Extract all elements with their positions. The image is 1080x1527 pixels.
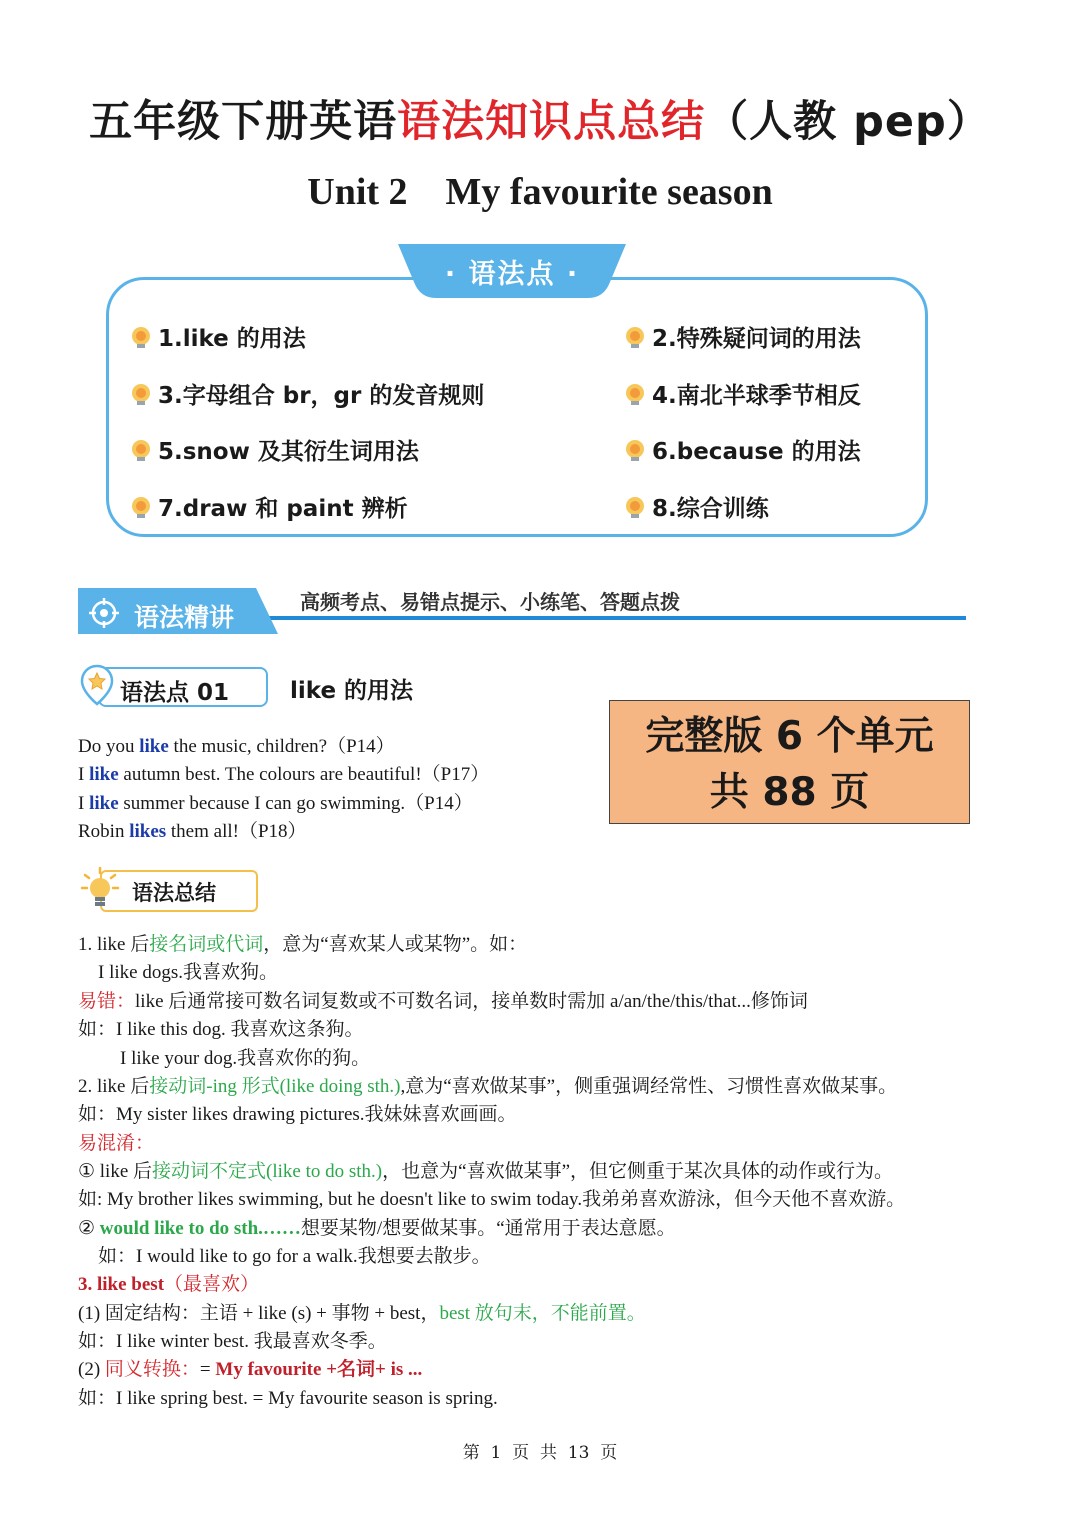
point-item-4: 4.南北半球季节相反 — [622, 377, 861, 410]
summary-line-10: 如: My brother likes swimming, but he doesn't like to swim today.我弟弟喜欢游泳，但今天他不喜欢游。 — [78, 1189, 906, 1210]
grammar-point-topic: like 的用法 — [290, 678, 414, 704]
summary-line-6: 2. like 后接动词-ing 形式(like doing sth.),意为“喜欢做某事”，侧重强调经常性、习惯性喜欢做某事。 — [78, 1076, 898, 1097]
promo-box — [609, 700, 970, 824]
bulb-icon — [128, 324, 154, 350]
summary-line-2: I like dogs.我喜欢狗。 — [98, 962, 278, 983]
summary-line-3: 易错：like 后通常接可数名词复数或不可数名词，接单数时需加 a/an/the/this/that...修饰词 — [78, 991, 808, 1012]
summary-line-9: ① like 后接动词不定式(like to do sth.)，也意为“喜欢做某事”，但它侧重于某次具体的动作或行为。 — [78, 1161, 894, 1182]
point-item-8: 8.综合训练 — [622, 490, 769, 523]
summary-line-12: 如：I would like to go for a walk.我想要去散步。 — [98, 1246, 491, 1267]
bulb-icon — [622, 324, 648, 350]
summary-label: 语法总结 — [132, 881, 216, 905]
unit-subtitle: Unit 2 My favourite season — [307, 171, 773, 213]
target-icon — [88, 597, 120, 629]
bulb-icon — [128, 437, 154, 463]
point-item-2: 2.特殊疑问词的用法 — [622, 320, 861, 353]
point-item-5: 5.snow 及其衍生词用法 — [128, 433, 419, 466]
bulb-icon — [622, 381, 648, 407]
summary-line-4: 如：I like this dog. 我喜欢这条狗。 — [78, 1019, 364, 1040]
grammar-point-label: 语法点 01 — [120, 680, 230, 706]
summary-line-8: 易混淆： — [78, 1133, 155, 1154]
title-part3: （人教 pep） — [705, 97, 991, 147]
summary-line-11: ② would like to do sth.……想要某物/想要做某事。“通常用于表达意愿。 — [78, 1218, 676, 1239]
bulb-icon — [128, 494, 154, 520]
summary-line-7: 如：My sister likes drawing pictures.我妹妹喜欢画画。 — [78, 1104, 517, 1125]
bulb-icon — [622, 437, 648, 463]
summary-line-17: 如：I like spring best. = My favourite season is spring. — [78, 1388, 498, 1409]
page-title — [0, 88, 1080, 149]
banner-subtitle: 高频考点、易错点提示、小练笔、答题点拨 — [300, 590, 680, 614]
summary-line-1: 1. like 后接名词或代词，意为“喜欢某人或某物”。如： — [78, 934, 528, 955]
example-3: I like summer because I can go swimming.（P14） — [78, 793, 473, 814]
bulb-icon — [622, 494, 648, 520]
summary-line-13: 3. like best（最喜欢） — [78, 1274, 260, 1295]
banner-label: 语法精讲 — [134, 603, 235, 632]
promo-line-2: 共 88 页 — [709, 770, 870, 815]
point-item-1: 1.like 的用法 — [128, 320, 306, 353]
summary-line-16: (2) 同义转换：= My favourite +名词+ is ... — [78, 1359, 423, 1380]
summary-line-14: (1) 固定结构：主语 + like (s) + 事物 + best，best 放句末，不能前置。 — [78, 1303, 646, 1324]
point-item-7: 7.draw 和 paint 辨析 — [128, 490, 408, 523]
bulb-icon — [128, 381, 154, 407]
summary-line-15: 如：I like winter best. 我最喜欢冬季。 — [78, 1331, 387, 1352]
location-pin-icon — [80, 664, 114, 708]
example-4: Robin likes them all!（P18） — [78, 821, 307, 842]
title-part2: 语法知识点总结 — [397, 97, 706, 147]
promo-line-1: 完整版 6 个单元 — [645, 714, 934, 759]
example-2: I like autumn best. The colours are beautiful!（P17） — [78, 764, 490, 785]
lightbulb-icon — [80, 866, 120, 912]
point-item-3: 3.字母组合 br，gr 的发音规则 — [128, 377, 484, 410]
summary-line-5: I like your dog.我喜欢你的狗。 — [120, 1048, 371, 1069]
title-part1: 五年级下册英语 — [89, 97, 398, 147]
page-footer: 第 1 页 共 13 页 — [462, 1443, 618, 1463]
example-1: Do you like the music, children?（P14） — [78, 736, 395, 757]
points-tab-label: · 语法点 · — [444, 259, 580, 290]
point-item-6: 6.because 的用法 — [622, 433, 861, 466]
